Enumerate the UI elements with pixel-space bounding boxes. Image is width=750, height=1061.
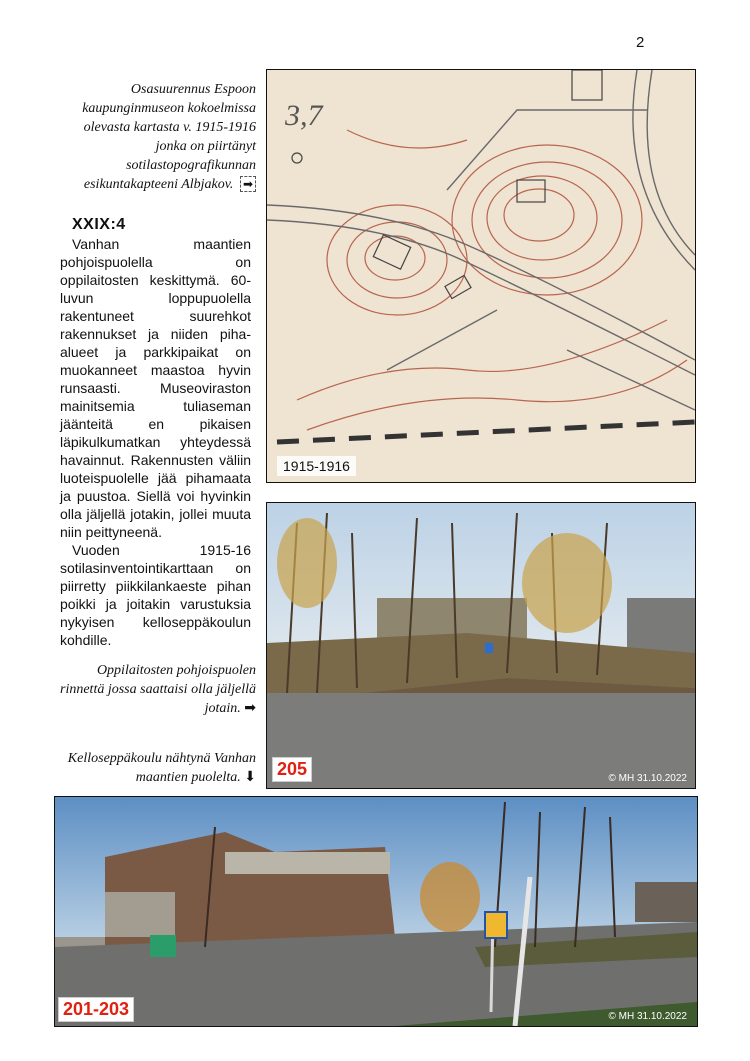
paragraph: Vuoden 1915-16 sotilasinventointikarttaan on piirretty piikkilankaeste pihan poikki ja joitakin varustuksia nykyisen kelloseppäkoulun kohdille.	[60, 542, 251, 648]
photo-205	[266, 502, 696, 789]
copyright-label: © MH 31.10.2022	[608, 773, 687, 784]
photo201-caption-text: Kelloseppäkoulu nähtynä Vanhan maantien puolelta.	[67, 751, 256, 785]
paragraph: Vanhan maantien pohjoispuolella on oppilaitosten keskittymä. 60-luvun loppupuolella rakentuneet suurehkot rakennukset ja niiden piha-alueet ja parkkipaikat on muokanneet maastoa hyvin runsaasti. Museoviraston mainitsemia tuliaseman jäänteitä en pikaisen läpikulkumatkan yhteydessä havainnut. Rakennusten väliin luoteispuolelle jää pihamaata ja puustoa. Siellä voi hyvinkin olla jäljellä jotakin, jollei muuta niin peittyneenä.	[60, 236, 251, 540]
copyright-label: © MH 31.10.2022	[608, 1011, 687, 1022]
photo205-caption	[60, 661, 256, 718]
photo-201-drawing	[55, 797, 697, 1026]
arrow-down-icon: ⬇	[244, 770, 256, 785]
arrow-right-icon: ➡	[244, 701, 256, 716]
page-number: 2	[636, 34, 645, 51]
photo-205-drawing	[267, 503, 695, 788]
map-caption-text: Osasuurennus Espoon kaupunginmuseon kokoelmissa olevasta kartasta v. 1915-1916 jonka on piirtänyt sotilastopografikunnan esikuntakapteeni Albjakov.	[82, 82, 256, 192]
historic-map-image	[266, 69, 696, 483]
photo-number-badge: 205	[272, 757, 312, 782]
body-text	[60, 235, 251, 649]
map-caption	[60, 80, 256, 194]
photo-201-203	[54, 796, 698, 1027]
map-year-label: 1915-1916	[277, 456, 356, 476]
map-grid-label: 3,7	[285, 99, 323, 132]
section-heading: XXIX:4	[72, 216, 126, 233]
arrow-right-icon: ➡	[240, 176, 256, 192]
photo201-caption	[60, 749, 256, 787]
photo205-caption-text: Oppilaitosten pohjoispuolen rinnettä jossa saattaisi olla jäljellä jotain.	[60, 663, 257, 716]
photo-number-badge: 201-203	[58, 997, 134, 1022]
map-drawing	[267, 70, 695, 482]
